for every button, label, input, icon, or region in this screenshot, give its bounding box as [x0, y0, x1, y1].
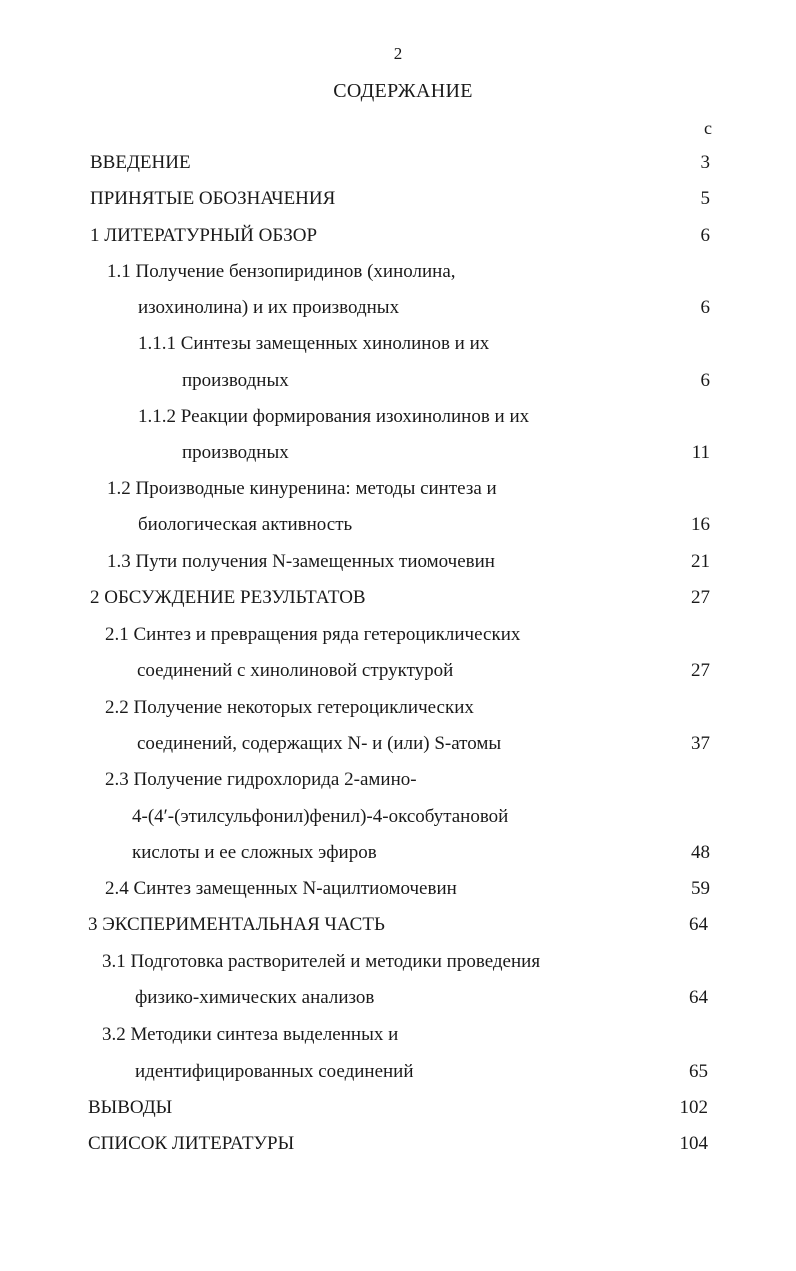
toc-entry-page: 59 [691, 878, 710, 899]
toc-entry-title: 1.1.1 Синтезы замещенных хинолинов и их [138, 333, 490, 354]
toc-entry-title-continued: 4-(4′-(этилсульфонил)фенил)-4-оксобутановой [132, 806, 509, 827]
toc-entry-title: 2.3 Получение гидрохлорида 2-амино- [105, 769, 417, 790]
toc-entry-page: 3 [700, 152, 710, 173]
toc-entry-title: 3.2 Методики синтеза выделенных и [102, 1024, 399, 1045]
toc-entry-page: 64 [689, 914, 708, 935]
toc-entry-page: 104 [679, 1133, 708, 1154]
page-number: 2 [393, 44, 403, 63]
toc-entry-page: 27 [691, 660, 710, 681]
toc-entry-title: СПИСОК ЛИТЕРАТУРЫ [88, 1133, 295, 1154]
toc-entry-title-continued: соединений, содержащих N- и (или) S-атомы [137, 733, 502, 754]
toc-entry-title: ВВЕДЕНИЕ [90, 152, 191, 173]
toc-entry-title: 3.1 Подготовка растворителей и методики проведения [102, 951, 541, 972]
toc-entry-title-continued: идентифицированных соединений [135, 1061, 414, 1082]
toc-entry-title: 2.1 Синтез и превращения ряда гетероциклических [105, 624, 521, 645]
toc-entry-page: 5 [700, 188, 710, 209]
toc-entry-page: 37 [691, 733, 710, 754]
toc-entry-title-continued: физико-химических анализов [135, 987, 375, 1008]
toc-entry-title: 1.1 Получение бензопиридинов (хинолина, [107, 261, 456, 282]
toc-entry-title-continued: производных [182, 370, 289, 391]
toc-entry-page: 11 [691, 442, 710, 463]
toc-entry-title: 1.1.2 Реакции формирования изохинолинов и их [138, 406, 530, 427]
toc-entry-title-continued: биологическая активность [138, 514, 353, 535]
toc-entry-title-continued: изохинолина) и их производных [138, 297, 400, 318]
page-title: СОДЕРЖАНИЕ [333, 80, 473, 102]
toc-entry-title-continued: производных [182, 442, 289, 463]
toc-entry-title: 2.2 Получение некоторых гетероциклических [105, 697, 474, 718]
toc-entry-title: 1.3 Пути получения N-замещенных тиомочевин [107, 551, 495, 572]
toc-entry-title: 1.2 Производные кинуренина: методы синтеза и [107, 478, 497, 499]
toc-entry-title: 3 ЭКСПЕРИМЕНТАЛЬНАЯ ЧАСТЬ [88, 914, 385, 935]
toc-entry-title: 1 ЛИТЕРАТУРНЫЙ ОБЗОР [90, 225, 318, 246]
page-column-header: с [704, 118, 712, 138]
toc-entry-title-continued: кислоты и ее сложных эфиров [132, 842, 377, 863]
toc-entry-title: 2.4 Синтез замещенных N-ацилтиомочевин [105, 878, 457, 899]
toc-entry-page: 65 [689, 1061, 708, 1082]
toc-entry-title: ВЫВОДЫ [88, 1097, 173, 1118]
toc-entry-page: 6 [700, 225, 710, 246]
toc-entry-page: 64 [689, 987, 708, 1008]
toc-entry-page: 102 [679, 1097, 708, 1118]
toc-entry-page: 16 [691, 514, 710, 535]
toc-entry-page: 21 [691, 551, 710, 572]
toc-entry-page: 27 [691, 587, 710, 608]
toc-entry-page: 48 [691, 842, 710, 863]
toc-entry-title-continued: соединений с хинолиновой структурой [137, 660, 454, 681]
toc-entry-title: 2 ОБСУЖДЕНИЕ РЕЗУЛЬТАТОВ [90, 587, 366, 608]
toc-entry-page: 6 [700, 297, 710, 318]
toc-entry-title: ПРИНЯТЫЕ ОБОЗНАЧЕНИЯ [90, 188, 336, 209]
toc-entry-page: 6 [700, 370, 710, 391]
